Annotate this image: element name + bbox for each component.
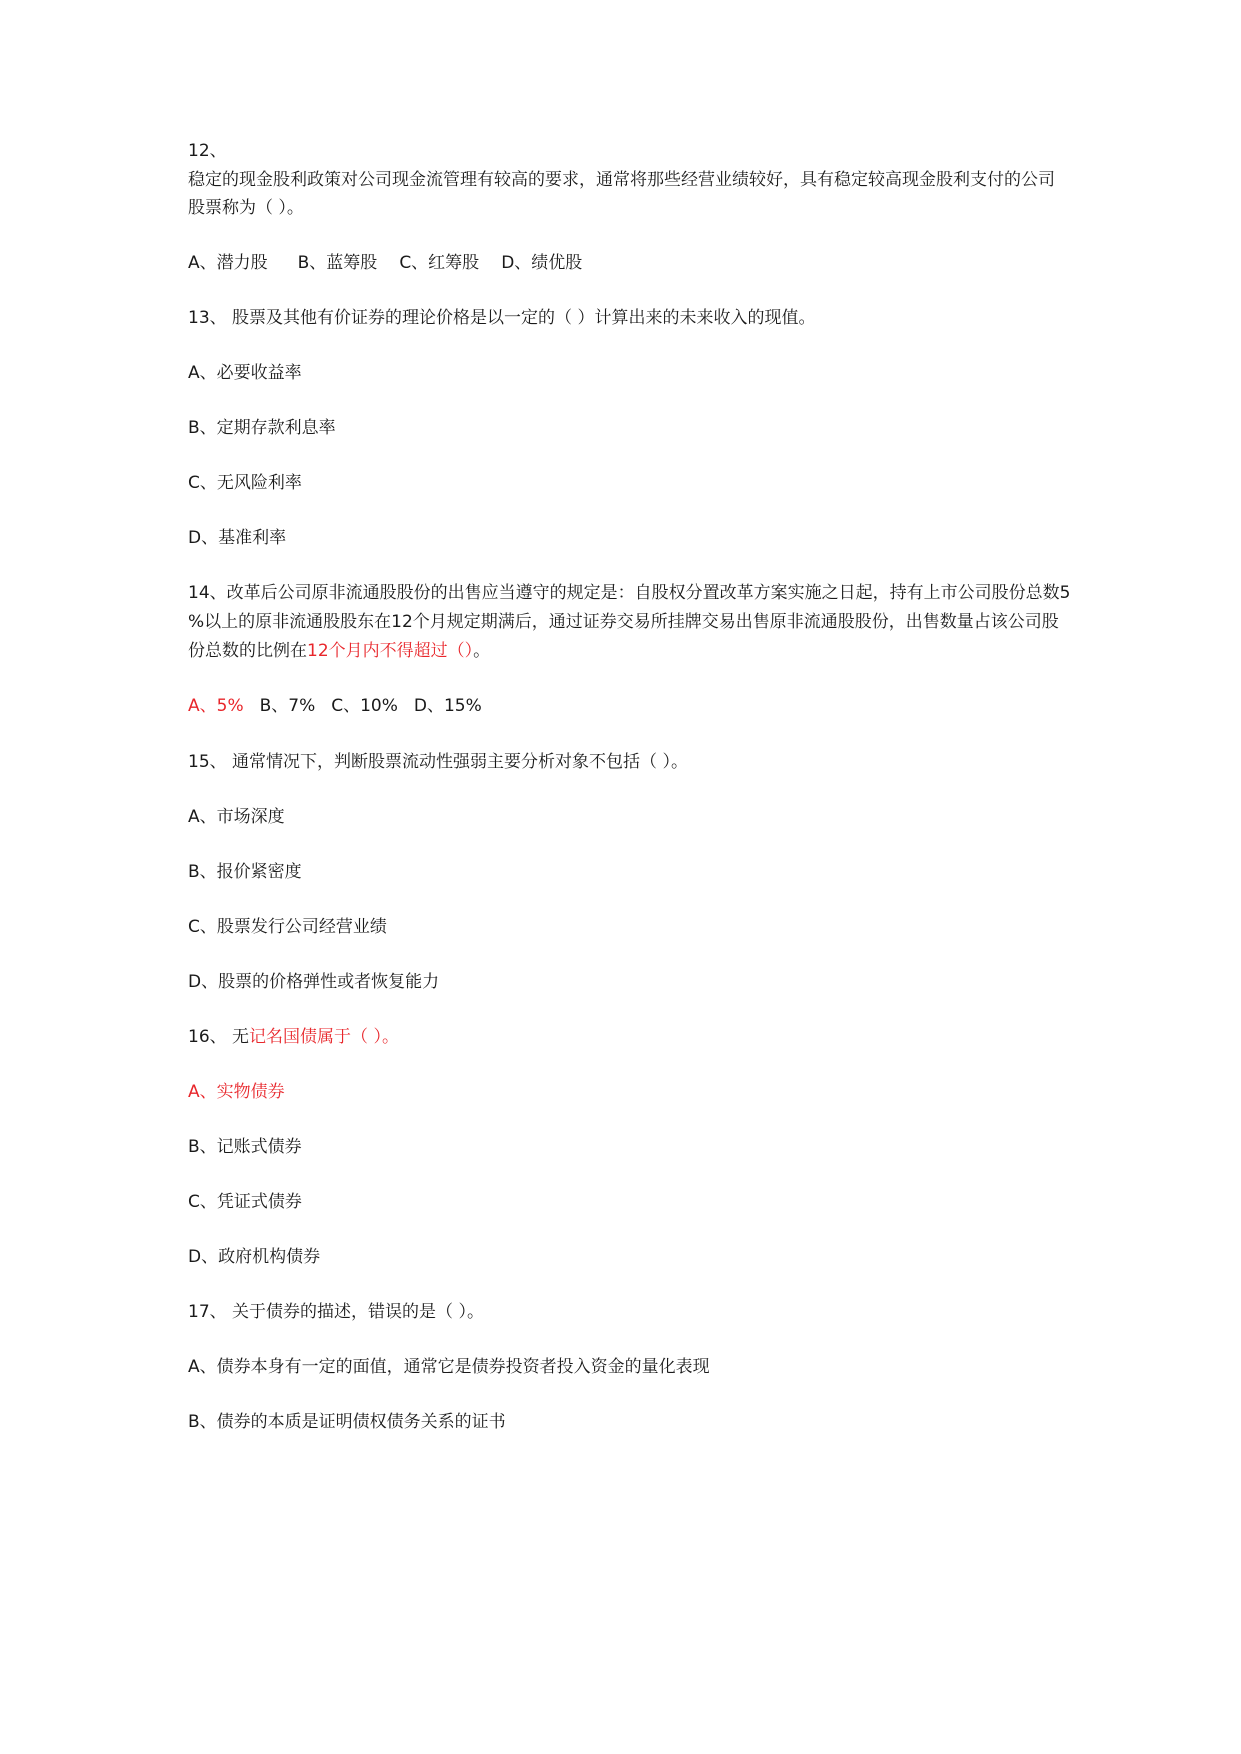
question-14-line3-prefix: 份总数的比例在	[188, 641, 307, 661]
question-15-option-a: A、市场深度	[188, 807, 285, 827]
question-13-stem: 13、 股票及其他有价证券的理论价格是以一定的（ ）计算出来的未来收入的现值。	[188, 308, 816, 328]
question-16-stem-prefix: 16、 无	[188, 1027, 250, 1047]
question-14-line3-suffix: 。	[473, 641, 491, 661]
question-16-option-a: A、实物债券	[188, 1082, 285, 1102]
question-16-option-d: D、政府机构债券	[188, 1247, 321, 1267]
question-15-option-b: B、报价紧密度	[188, 862, 302, 882]
question-12-option-d: D、绩优股	[501, 253, 583, 273]
question-14-stem-line2: %以上的原非流通股股东在12个月规定期满后，通过证券交易所挂牌交易出售原非流通股股份，出售数量占该公司股	[188, 612, 1059, 632]
question-16-option-c: C、凭证式债券	[188, 1192, 302, 1212]
question-13-option-c: C、无风险利率	[188, 473, 302, 493]
question-14-stem-line1: 14、改革后公司原非流通股股份的出售应当遵守的规定是：自股权分置改革方案实施之日起，持有上市公司股份总数5	[188, 583, 1071, 603]
question-12-stem-line2: 股票称为（ ）。	[188, 198, 304, 218]
question-13-option-b: B、定期存款利息率	[188, 418, 336, 438]
question-12-option-b: B、蓝筹股	[297, 253, 378, 273]
question-16-option-b: B、记账式债券	[188, 1137, 302, 1157]
question-14-line3-highlight: 12个月内不得超过（）	[307, 641, 474, 661]
question-12-stem-line1: 稳定的现金股利政策对公司现金流管理有较高的要求，通常将那些经营业绩较好，具有稳定较高现金股利支付的公司	[188, 170, 1055, 190]
question-12-options	[188, 251, 1148, 275]
question-15-stem: 15、 通常情况下，判断股票流动性强弱主要分析对象不包括（ ）。	[188, 752, 688, 772]
question-12-option-c: C、红筹股	[399, 253, 480, 273]
question-15-option-d: D、股票的价格弹性或者恢复能力	[188, 972, 440, 992]
question-17-stem: 17、 关于债券的描述，错误的是（ ）。	[188, 1302, 484, 1322]
question-14-option-d: D、15%	[413, 696, 482, 716]
question-14-option-a: A、5%	[188, 696, 244, 716]
question-13-option-a: A、必要收益率	[188, 363, 302, 383]
question-17-option-a: A、债券本身有一定的面值，通常它是债券投资者投入资金的量化表现	[188, 1357, 710, 1377]
question-16-stem-highlight: 记名国债属于（ ）。	[249, 1027, 399, 1047]
question-13-option-d: D、基准利率	[188, 528, 287, 548]
question-16-stem	[188, 1025, 1148, 1049]
question-14-options	[188, 694, 1148, 718]
question-12-number: 12、	[188, 141, 227, 161]
question-14-option-b: B、7%	[259, 696, 316, 716]
question-14-option-c: C、10%	[331, 696, 398, 716]
question-17-option-b: B、债券的本质是证明债权债务关系的证书	[188, 1412, 506, 1432]
question-14-stem-line3	[188, 639, 1148, 663]
question-12-option-a: A、潜力股	[188, 253, 268, 273]
question-15-option-c: C、股票发行公司经营业绩	[188, 917, 387, 937]
